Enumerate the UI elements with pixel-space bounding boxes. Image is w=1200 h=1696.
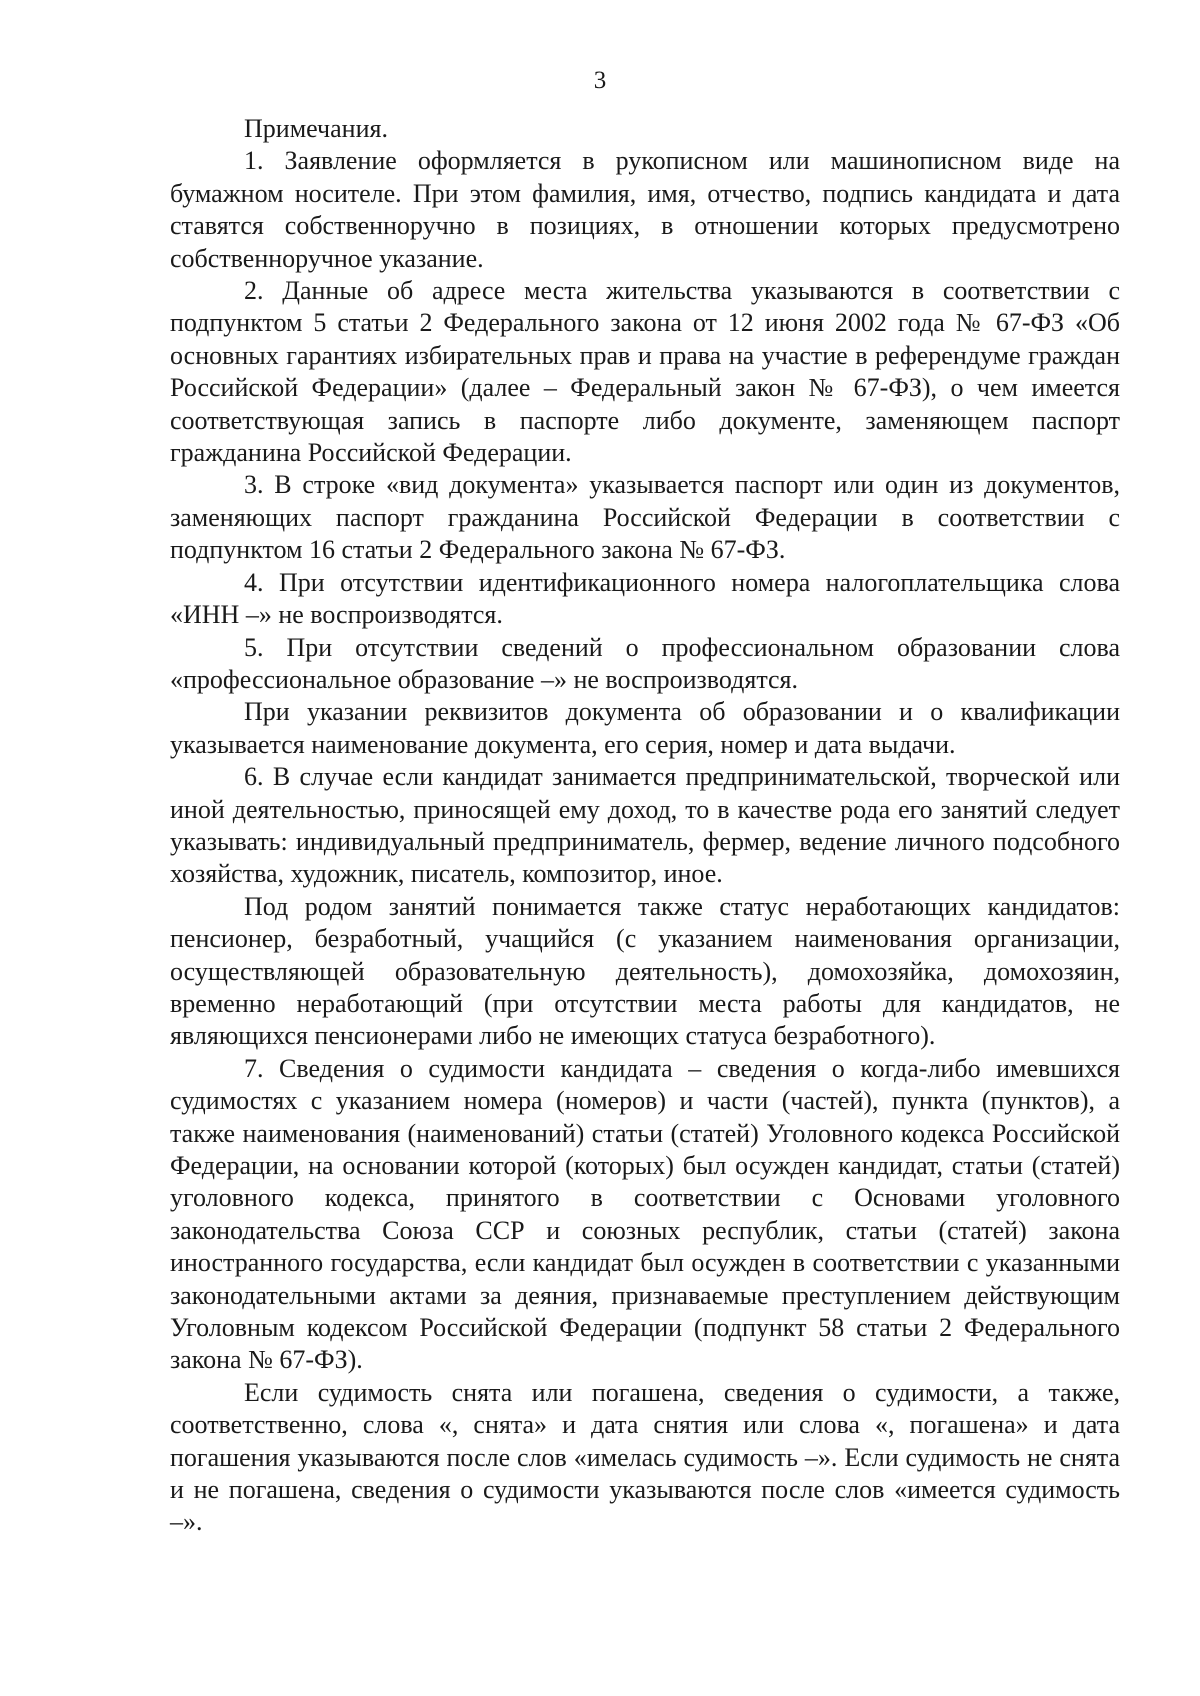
note-paragraph-5: 5. При отсутствии сведений о профессиональном образовании слова «профессиональное образование –» не воспроизводятся. — [170, 632, 1120, 694]
note-paragraph-7: 7. Сведения о судимости кандидата – сведения о когда-либо имевшихся судимостях с указанием номера (номеров) и части (частей), пункта (пунктов), а также наименования (наименований) статьи (статей) Уголовного кодекса Российской Федерации, на основании которой (которых) был осужден кандидат, статьи (статей) уголовного кодекса, принятого в соответствии с Основами уголовного законодательства Союза ССР и союзных республик, статьи (статей) закона иностранного государства, если кандидат был осужден в соответствии с указанными законодательными актами за деяния, признаваемые преступлением действующим Уголовным кодексом Российской Федерации (подпункт 58 статьи 2 Федерального закона № 67-ФЗ). — [170, 1053, 1120, 1375]
note-paragraph-7-continued: Если судимость снята или погашена, сведения о судимости, а также, соответственно, слова «, снята» и дата снятия или слова «, погашена» и дата погашения указываются после слов «имелась судимость –». Если судимость не снята и не погашена, сведения о судимости указываются после слов «имеется судимость –». — [170, 1377, 1120, 1537]
note-paragraph-6-continued: Под родом занятий понимается также статус неработающих кандидатов: пенсионер, безработный, учащийся (с указанием наименования организации, осуществляющей образовательную деятельность), домохозяйка, домохозяин, временно неработающий (при отсутствии места работы для кандидатов, не являющихся пенсионерами либо не имеющих статуса безработного). — [170, 891, 1120, 1051]
page-number: 3 — [593, 67, 607, 94]
note-paragraph-3: 3. В строке «вид документа» указывается паспорт или один из документов, заменяющих паспорт гражданина Российской Федерации в соответствии с подпунктом 16 статьи 2 Федерального закона № 67-ФЗ. — [170, 470, 1120, 565]
note-paragraph-1: 1. Заявление оформляется в рукописном или машинописном виде на бумажном носителе. При этом фамилия, имя, отчество, подпись кандидата и дата ставятся собственноручно в позициях, в отношении которых предусмотрено собственноручное указание. — [170, 146, 1120, 273]
notes-heading: Примечания. — [244, 114, 388, 143]
notes-section — [170, 113, 1120, 1539]
note-paragraph-4: 4. При отсутствии идентификационного номера налогоплательщика слова «ИНН –» не воспроизводятся. — [170, 567, 1120, 630]
note-paragraph-2: 2. Данные об адресе места жительства указываются в соответствии с подпунктом 5 статьи 2 Федерального закона от 12 июня 2002 года № 67-ФЗ «Об основных гарантиях избирательных прав и права на участие в референдуме граждан Российской Федерации» (далее – Федеральный закон № 67-ФЗ), о чем имеется соответствующая запись в паспорте либо документе, заменяющем паспорт гражданина Российской Федерации. — [170, 276, 1120, 468]
note-paragraph-5-continued: При указании реквизитов документа об образовании и о квалификации указывается наименование документа, его серия, номер и дата выдачи. — [170, 697, 1120, 759]
note-paragraph-6: 6. В случае если кандидат занимается предпринимательской, творческой или иной деятельностью, приносящей ему доход, то в качестве рода его занятий следует указывать: индивидуальный предприниматель, фермер, ведение личного подсобного хозяйства, художник, писатель, композитор, иное. — [170, 762, 1120, 889]
